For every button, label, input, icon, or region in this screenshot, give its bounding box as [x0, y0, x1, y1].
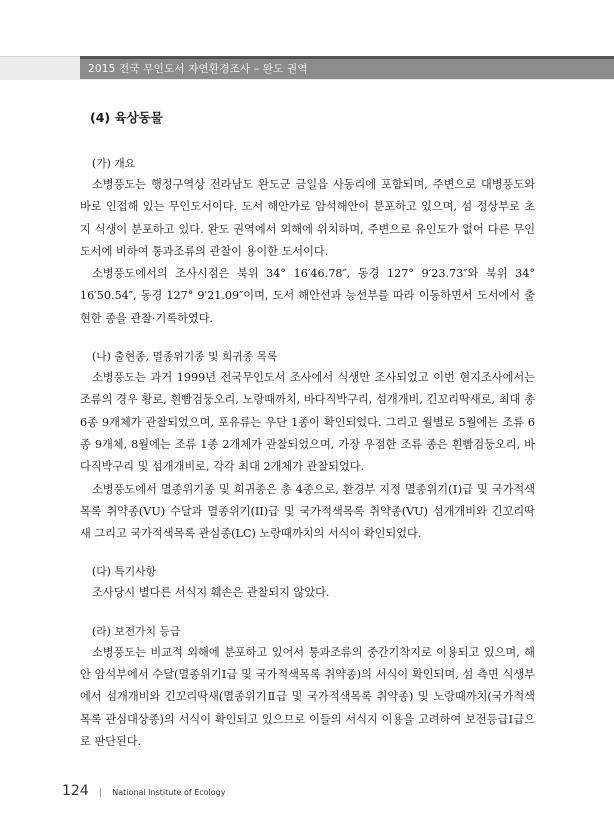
paragraph: 소병풍도에서의 조사시점은 북위 34° 16′46.78″, 동경 127° 9′23.73″와 북위 34° 16′50.54″, 동경 127° 9′21.09″이며, 도서 해안선과 능선부를 따라 이동하면서 도서에서 출현한 종을 관찰·기록하였다. — [80, 267, 535, 325]
subsection-species-list — [80, 349, 535, 545]
page-number: 124 — [62, 783, 89, 799]
paragraph: 소병풍도는 비교적 외해에 분포하고 있어서 통과조류의 중간기착지로 이용되고 있으며, 해안 암석부에서 수달(멸종위기Ⅰ급 및 국가적색목록 취약종)의 서식이 확인되며, 섬 측면 식생부에서 섬개개비와 긴꼬리딱새(멸종위기Ⅱ급 및 국가적색목록 취약종) 및 노랑때까치(국가적색목록 관심대상종)의 서식이 확인되고 있으므로 이들의 서식지 이용을 고려하여 보전등급Ⅰ급으로 판단된다. — [80, 645, 535, 748]
paragraph: 소병풍도는 과거 1999년 전국무인도서 조사에서 식생만 조사되었고 이번 현지조사에서는 조류의 경우 황로, 흰빰검둥오리, 노랑때까치, 바다직박구리, 섬개개비, 긴꼬리딱새로, 최대 총 6종 9개체가 관찰되었으며, 포유류는 우단 1종이 확인되었다. 그리고 월별로 5월에는 조류 6종 9개체, 8월에는 조류 1종 2개체가 관찰되었으며, 가장 우점한 조류 종은 흰빰검둥오리, 바다직박구리 및 섬개개비로, 각각 최대 2개체가 관찰되었다. — [80, 371, 535, 474]
paragraph: 소병풍도에서 멸종위기종 및 희귀종은 총 4종으로, 환경부 지정 멸종위기(Ⅰ)급 및 국가적색목록 취약종(VU) 수달과 멸종위기(II)급 및 국가적색목록 취약종(VU) 섬개개비와 긴꼬리딱새 그리고 국가적색목록 관심종(LC) 노랑때까치의 서식이 확인되었다. — [80, 482, 535, 541]
footer-institution: National Institute of Ecology — [112, 788, 226, 797]
subsection-conservation-grade — [80, 624, 535, 753]
paragraph: 소병풍도는 행정구역상 전라남도 완도군 금일읍 사동리에 포함되며, 주변으로 대병풍도와 바로 인접해 있는 무인도서이다. 도서 해안가로 암석해안이 분포하고 있으며, 섬 정상부로 초지 식생이 분포하고 있다. 완도 권역에서 외해에 위치하며, 주변으로 유인도가 없어 다른 무인도서에 비하여 통과조류의 관찰이 용이한 도서이다. — [80, 178, 535, 258]
subsection-title: (나) 출현종, 멸종위기종 및 희귀종 목록 — [92, 350, 278, 364]
subsection-overview — [80, 156, 535, 330]
page-footer — [62, 780, 225, 799]
running-header-title: 2015 전국 무인도서 자연환경조사 – 완도 권역 — [80, 59, 614, 79]
footer-separator: | — [98, 787, 103, 798]
section-title: (4) 육상동물 — [90, 110, 163, 125]
page-content — [80, 100, 535, 772]
subsection-title: (라) 보전가치 등급 — [92, 624, 181, 638]
subsection-title: (가) 개요 — [92, 157, 136, 170]
subsection-title: (다) 특기사항 — [92, 565, 157, 579]
paragraph: 조사당시 별다른 서식지 훼손은 관찰되지 않았다. — [92, 586, 330, 600]
subsection-special-notes — [80, 564, 535, 604]
